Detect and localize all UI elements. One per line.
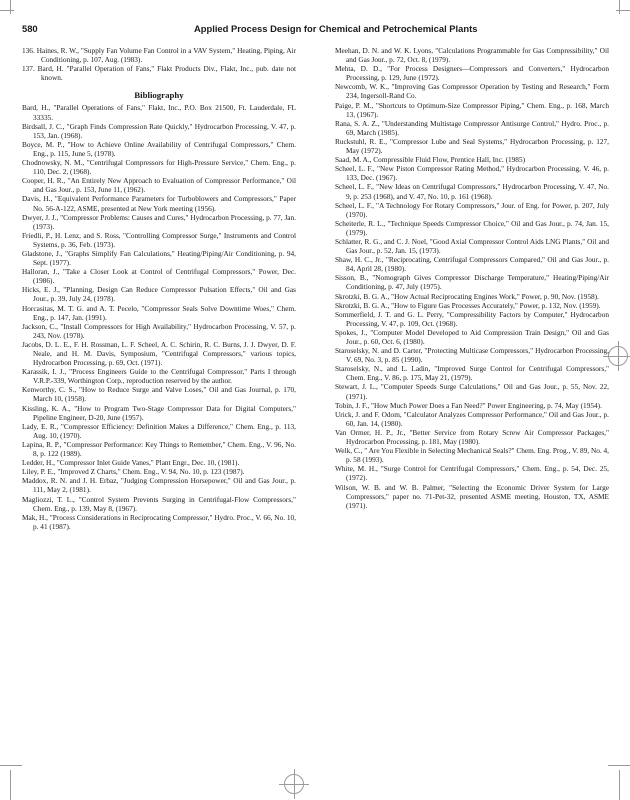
crop-mark: [10, 0, 11, 14]
bibliography-entry: Cooper, H. R., "An Entirely New Approach to Evaluation of Compressor Performance," Oil and Gas Jour., p. 153, June 11, (1962).: [22, 176, 296, 195]
crop-mark: [619, 770, 620, 800]
reference-text: Haines, R. W., "Supply Fan Volume Fan Control in a VAV System," Heating, Piping, Air Conditioning, p. 107, Aug. (1983).: [36, 46, 296, 65]
bibliography-entry: Jackson, C., "Install Compressors for High Availability," Hydrocarbon Processing, V. 57, p. 243, Nov. (1978).: [22, 321, 296, 340]
bibliography-entry: Magliozzi, T. L., "Control System Prevents Surging in Centrifugal-Flow Compressors," Chem. Eng., p. 139, May 8, (1967).: [22, 494, 296, 513]
bibliography-entry: Gladstone, J., "Graphs Simplify Fan Calculations," Heating/Piping/Air Conditioning, p. 94, Sept. (1977).: [22, 248, 296, 268]
bibliography-entry: Skrotzki, B. G. A., "How to Figure Gas Processes Accurately," Power, p. 132, Nov. (1959).: [335, 300, 601, 310]
bibliography-entry: Kissling, K. A., "How to Program Two-Stage Compressor Data for Digital Computers," Pipeline Engineer, D-20, June (1957).: [22, 403, 296, 422]
bibliography-entry: Scheel, L. F., "New Piston Compressor Rating Method," Hydrocarbon Processing, V. 46, p. 133, Dec. (1967).: [335, 164, 609, 183]
crop-mark: [0, 10, 14, 11]
bibliography-entry: Ruckstuhl, R. E., "Compressor Lube and Seal Systems," Hydrocarbon Processing, p. 127, May (1972).: [335, 136, 609, 156]
right-column: [335, 46, 609, 510]
bibliography-heading: Bibliography: [134, 90, 184, 101]
bibliography-entry: Scheiterle, R. L., "Technique Speeds Compressor Choice," Oil and Gas Jour., p. 74, Jan. 15, (1979).: [335, 218, 609, 237]
registration-mark: [608, 346, 628, 366]
bibliography-entry: Chodnowsky, N. M., "Centrifugal Compressors for High-Pressure Service," Chem. Eng., p. 110, Dec. 2, (1968).: [22, 158, 296, 177]
bibliography-entry: Sisson, B., "Nomograph Gives Compressor Discharge Temperature," Heating/Piping/Air Conditioning, p. 47, July (1975).: [335, 273, 609, 292]
bibliography-entry: Scheel, L. F., "A Technology For Rotary Compressors," Jour. of Eng. for Power, p. 207, July (1970).: [335, 200, 609, 219]
bibliography-entry: Jacobs, D. L. E., F. H. Rossman, L. F. Scheel, A. C. Schirin, R. C. Burns, J. J. Dwyer, D. F. Neale, and H. M. Davis, Symposium, "Centrifugal Compressors," various topics, Hydrocarbon Processing, p. 69, Oct. (1971).: [22, 339, 296, 368]
bibliography-entry: Liley, P. E., "Improved Z Charts," Chem. Eng., V. 94, No. 10, p. 123 (1987).: [22, 467, 245, 477]
bibliography-entry: Newcomb, W. K., "Improving Gas Compressor Operation by Testing and Research," Form 234, Ingersoll-Rand Co.: [335, 82, 609, 101]
bibliography-entry: Lapina, R. P., "Compressor Performance: Key Things to Remember," Chem. Eng., V. 96, No. 8, p. 122 (1989).: [22, 439, 296, 459]
bibliography-entry: Mehta, D. D., "For Process Designers—Compressors and Converters," Hydrocarbon Processing, p. 129, June (1972).: [335, 64, 609, 83]
crop-mark: [616, 10, 630, 11]
bibliography-entry: Boyce, M. P., "How to Achieve Online Availability of Centrifugal Compressors," Chem. Eng., p. 115, June 5, (1978).: [22, 139, 296, 158]
bibliography-entry: Saad, M. A., Compressible Fluid Flow, Prentice Hall, Inc. (1985): [335, 155, 526, 165]
bibliography-entry: Kenworthy, C. S., "How to Reduce Surge and Valve Loses," Oil and Gas Journal, p. 170, March 10, (1958).: [22, 385, 296, 404]
bibliography-entry: Karassik, I. J., "Process Engineers Guide to the Centrifugal Compressor," Parts I through V.R.P.-339, Worthington Corp., reproduction reserved by the author.: [22, 367, 296, 386]
bibliography-entry: Van Ormer, H. P., Jr., "Better Service from Rotary Screw Air Compressor Packages," Hydrocarbon Processing, p. 181, May (1980).: [335, 427, 609, 447]
bibliography-entry: Meehan, D. N. and W. K. Lyons, "Calculations Programmable for Gas Compressibility," Oil and Gas Jour., p. 72, Oct. 8, (1979).: [335, 46, 609, 65]
bibliography-entry: Ledder, H., "Compressor Inlet Guide Vanes," Plant Engr., Dec. 10, (1981).: [22, 458, 240, 468]
bibliography-entry: Spokes, J., "Computer Model Developed to Aid Compression Train Design," Oil and Gas Jour., p. 60, Oct. 6, (1980).: [335, 327, 609, 346]
bibliography-entry: Stewart, J. L., "Computer Speeds Surge Calculations," Oil and Gas Jour., p. 55, Nov. 22, (1971).: [335, 382, 609, 401]
bibliography-entry: Tobin, J. F., "How Much Power Does a Fan Need?" Power Engineering, p. 74, May (1954).: [335, 400, 602, 410]
crop-mark: [608, 765, 630, 766]
bibliography-entry: Wilson, W. B. and W. B. Palmer, "Selecting the Economic Driver System for Large Compressors," paper no. 71-Pet-32, presented ASME meeting, Houston, TX, ASME (1971).: [335, 482, 609, 510]
bibliography-entry: Welk, C., " Are You Flexible in Selecting Mechanical Seals?" Chem. Eng. Prog., V. 89, No. 4, p. 58 (1993).: [335, 446, 609, 465]
bibliography-entry: Bard, H., "Parallel Operations of Fans," Flakt, Inc., P.O. Box 21500, Ft. Lauderdale, FL 33335.: [22, 103, 296, 122]
bibliography-entry: Schlatter, R. G., and C. J. Noel, "Good Axial Compressor Control Aids LNG Plants," Oil and Gas Jour., p. 52, Jan. 15, (1973).: [335, 236, 609, 256]
bibliography-entry: Rana, S. A. Z., "Understanding Multistage Compressor Antisurge Control," Hydro. Proc., p. 69, March (1985).: [335, 118, 609, 137]
bibliography-entry: White, M. H., "Surge Control for Centrifugal Compressors," Chem. Eng., p. 54, Dec. 25, (1972).: [335, 464, 609, 483]
reference-number: 136.: [22, 46, 35, 55]
bibliography-entry: Staroselsky, N. and D. Carter, "Protecting Multicase Compressors," Hydrocarbon Processing, V. 69, No. 3, p. 85 (1990).: [335, 346, 609, 365]
bibliography-entry: Friedli, P., H. Lenz, and S. Ross, "Controlling Compressor Surge," Instruments and Control Systems, p. 36, Feb. (1973).: [22, 230, 296, 249]
bibliography-entry: Sommerfield, J. T. and G. L. Perry, "Compressibility Factors by Computer," Hydrocarbon Processing, V. 47, p. 109, Oct. (1968).: [335, 309, 609, 328]
reference-text: Bard, H. "Parallel Operation of Fans," Flakt Products Div., Flakt, Inc., pub. date not known.: [37, 64, 297, 83]
page-number: 580: [22, 23, 38, 34]
bibliography-entry: Hicks, E. J., "Planning, Design Can Reduce Compressor Pulsation Effects," Oil and Gas Jour., p. 39, July 24, (1978).: [22, 285, 296, 304]
bibliography-entry: Scheel, L. F., "New Ideas on Centrifugal Compressors," Hydrocarbon Processing, V. 47, No. 9, p. 253 (1968), and V. 47, No. 10, p. 161 (1968).: [335, 182, 609, 201]
running-title: Applied Process Design for Chemical and Petrochemical Plants: [194, 23, 478, 34]
bibliography-entry: Mak, H., "Process Considerations in Reciprocating Compressor," Hydro. Proc., V. 66, No. 10, p. 41 (1987).: [22, 512, 296, 531]
registration-mark: [284, 774, 304, 794]
bibliography-entry: Dwyer, J. J., "Compressor Problems: Causes and Cures," Hydrocarbon Processing, p. 77, Jan. (1973).: [22, 212, 296, 231]
left-column: [22, 46, 296, 531]
bibliography-entry: Horcasitas, M. T. G. and A. T. Pecelo, "Compressor Seals Solve Downtime Woes," Chem. Eng., p. 147, Jan. (1991).: [22, 303, 296, 322]
crop-mark: [619, 0, 620, 14]
bibliography-entry: Skrotzki, B. G. A., "How Actual Reciprocating Engines Work," Power, p. 90, Nov. (1958).: [335, 291, 599, 301]
crop-mark: [0, 765, 22, 766]
numbered-reference: [22, 46, 296, 64]
bibliography-entry: Davis, H., "Equivalent Performance Parameters for Turboblowers and Compressors," Paper No. 56-A-122, ASME, presented at New York meeting (1956).: [22, 194, 296, 213]
bibliography-entry: Urick, J. and F. Odom, "Calculator Analyzes Compressor Performance," Oil and Gas Jour., p. 60, Jan. 14, (1980).: [335, 409, 609, 428]
reference-number: 137.: [22, 64, 35, 74]
bibliography-entry: Birdsall, J. C., "Graph Finds Compression Rate Quickly," Hydrocarbon Processing, V. 47, p. 153, Jan. (1968).: [22, 121, 296, 140]
crop-mark: [10, 770, 11, 800]
numbered-reference: [22, 64, 296, 82]
bibliography-entry: Halloran, J., "Take a Closer Look at Control of Centrifugal Compressors," Power, Dec. (1986).: [22, 267, 296, 286]
bibliography-entry: Lady, E. R., "Compressor Efficiency: Definition Makes a Difference," Chem. Eng., p. 113, Aug. 10, (1970).: [22, 421, 296, 440]
page-header: [22, 23, 608, 37]
bibliography-entry: Maddox, R. N. and J. H. Erbaz, "Judging Compression Horsepower," Oil and Gas Jour., p. 111, May 2, (1981).: [22, 476, 296, 495]
bibliography-entry: Paige, P. M., "Shortcuts to Optimum-Size Compressor Piping," Chem. Eng., p. 168, March 13, (1967).: [335, 100, 609, 119]
bibliography-entry: Staroselsky, N., and L. Ladin, "Improved Surge Control for Centrifugal Compressors," Chem. Eng., V. 86, p. 175, May 21, (1979).: [335, 364, 609, 383]
bibliography-entry: Shaw, H. C., Jr., "Reciprocating, Centrifugal Compressors Compared," Oil and Gas Jour., p. 84, April 28, (1980).: [335, 255, 609, 274]
